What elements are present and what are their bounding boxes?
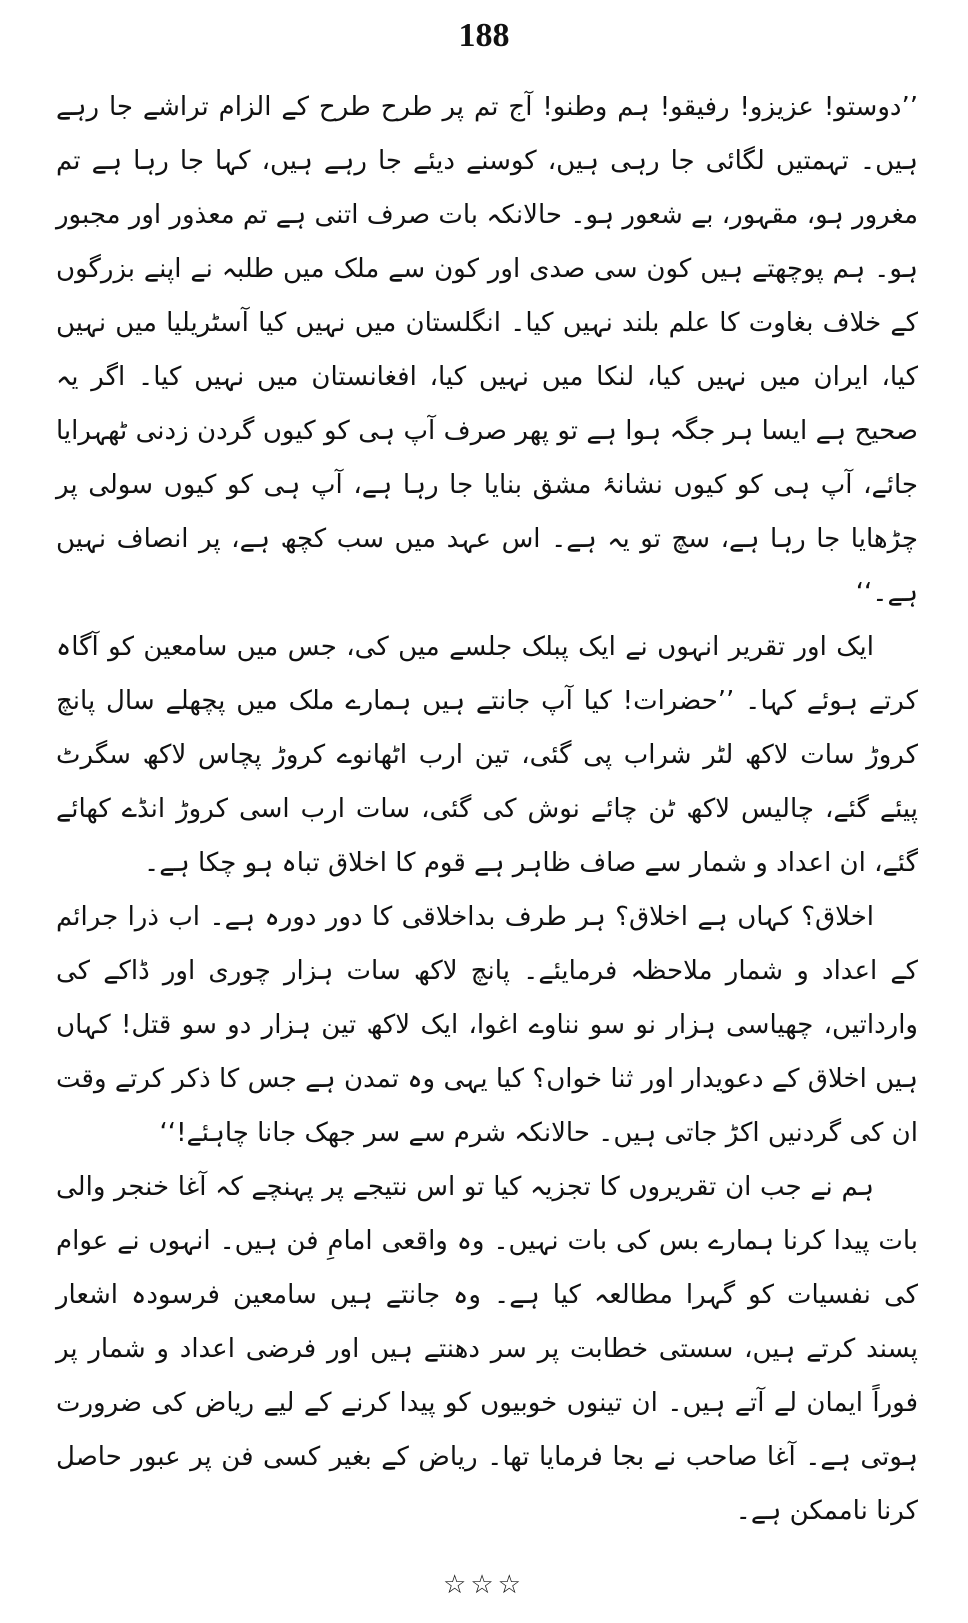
page-body (56, 80, 918, 1538)
analysis-paragraph: ہم نے جب ان تقریروں کا تجزیہ کیا تو اس نتیجے پر پہنچے کہ آغا خنجر والی بات پیدا کرنا ہمارے بس کی بات نہیں۔ وہ واقعی امامِ فن ہیں۔ انہوں نے عوام کی نفسیات کو گہرا مطالعہ کیا ہے۔ وہ جانتے ہیں سامعین فرسودہ اشعار پسند کرتے ہیں، سستی خطابت پر سر دھنتے ہیں اور فرضی اعداد و شمار پر فوراً ایمان لے آتے ہیں۔ ان تینوں خوبیوں کو پیدا کرنے کے لیے ریاض کی ضرورت ہوتی ہے۔ آغا صاحب نے بجا فرمایا تھا۔ ریاض کے بغیر کسی فن پر عبور حاصل کرنا ناممکن ہے۔ (56, 1172, 918, 1526)
crime-statistics-paragraph: اخلاق؟ کہاں ہے اخلاق؟ ہر طرف بداخلاقی کا دور دورہ ہے۔ اب ذرا جرائم کے اعداد و شمار ملاحظہ فرمایئے۔ پانچ لاکھ سات ہزار چوری اور ڈاکے کی وارداتیں، چھیاسی ہزار نو سو نناوے اغوا، ایک لاکھ تین ہزار دو سو قتل! کہاں ہیں اخلاق کے دعویدار اور ثنا خواں؟ کیا یہی وہ تمدن ہے جس کا ذکر کرتے وقت ان کی گردنیں اکڑ جاتی ہیں۔ حالانکہ شرم سے سر جھک جانا چاہئے!‘‘ (56, 902, 918, 1148)
speech-paragraph: ’’دوستو! عزیزو! رفیقو! ہم وطنو! آج تم پر طرح طرح کے الزام تراشے جا رہے ہیں۔ تہمتیں لگائی جا رہی ہیں، کوسنے دیئے جا رہے ہیں، کہا جا رہا ہے تم مغرور ہو، مقہور، بے شعور ہو۔ حالانکہ بات صرف اتنی ہے تم معذور اور مجبور ہو۔ ہم پوچھتے ہیں کون سی صدی اور کون سے ملک میں طلبہ نے اپنے بزرگوں کے خلاف بغاوت کا علم بلند نہیں کیا۔ انگلستان میں نہیں کیا آسٹریلیا میں نہیں کیا، ایران میں نہیں کیا، لنکا میں نہیں کیا، افغانستان میں نہیں کیا۔ اگر یہ صحیح ہے ایسا ہر جگہ ہوا ہے تو پھر صرف آپ ہی کو کیوں گردن زدنی ٹھہرایا جائے، آپ ہی کو کیوں نشانۂ مشق بنایا جا رہا ہے، آپ ہی کو کیوں سولی پر چڑھایا جا رہا ہے، سچ تو یہ ہے۔ اس عہد میں سب کچھ ہے، پر انصاف نہیں ہے۔‘‘ (56, 92, 918, 608)
page-number: 188 (458, 17, 510, 54)
section-separator-stars: ☆☆☆ (443, 1570, 525, 1600)
public-speech-paragraph: ایک اور تقریر انہوں نے ایک پبلک جلسے میں کی، جس میں سامعین کو آگاہ کرتے ہوئے کہا۔ ’’حضرات! کیا آپ جانتے ہیں ہمارے ملک میں پچھلے سال پانچ کروڑ سات لاکھ لٹر شراب پی گئی، تین ارب اٹھانوے کروڑ پچاس لاکھ سگرٹ پیئے گئے، چالیس لاکھ ٹن چائے نوش کی گئی، سات ارب اسی کروڑ انڈے کھائے گئے، ان اعداد و شمار سے صاف ظاہر ہے قوم کا اخلاق تباہ ہو چکا ہے۔ (56, 632, 918, 878)
